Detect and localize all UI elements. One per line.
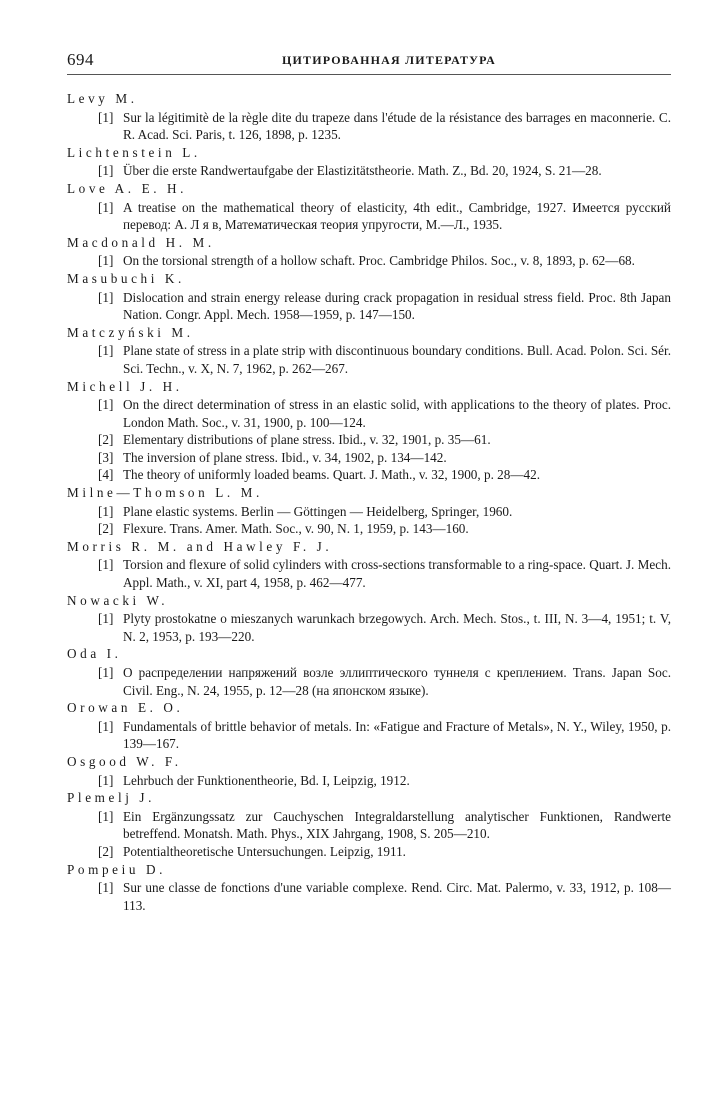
bibliography-entry xyxy=(67,645,671,699)
reference-text: Potentialtheoretische Untersuchungen. Leipzig, 1911. xyxy=(123,843,406,859)
entry-author: Masubuchi K. xyxy=(67,270,185,286)
reference-text: On the direct determination of stress in an elastic solid, with applications to the theory of plates. Proc. London Math. Soc., v. 31, 1900, p. 100—124. xyxy=(123,397,671,430)
reference-text: Sur la légitimitè de la règle dite du trapeze dans l'étude de la résistance des barrages en maconnerie. C. R. Acad. Sci. Paris, t. 126, 1898, p. 1235. xyxy=(123,109,671,143)
reference-number: [1] xyxy=(98,880,114,896)
reference-item xyxy=(67,466,671,484)
bibliography-entry xyxy=(67,324,671,378)
reference-number: [1] xyxy=(98,109,114,125)
reference-number: [1] xyxy=(98,718,114,734)
reference-item xyxy=(67,610,671,645)
reference-item xyxy=(67,879,671,914)
reference-number: [4] xyxy=(98,467,114,483)
reference-text: The theory of uniformly loaded beams. Quart. J. Math., v. 32, 1900, p. 28—42. xyxy=(123,467,541,483)
reference-text: Torsion and flexure of solid cylinders with cross-sections transformable to a ring-space. Quart. J. Mech. Appl. Math., v. XI, part 4, 1958, p. 462—477. xyxy=(123,557,671,591)
reference-number: [1] xyxy=(98,397,114,413)
reference-number: [2] xyxy=(98,843,114,859)
reference-text: О распределении напряжений возле эллиптического туннеля с креплением. Trans. Japan Soc. Civil. Eng., N. 24, 1955, p. 12—28 (на японском языке). xyxy=(123,665,671,698)
reference-item xyxy=(67,109,671,144)
reference-text: On the torsional strength of a hollow schaft. Proc. Cambridge Philos. Soc., v. 8, 1893, p. 62—68. xyxy=(123,253,635,269)
reference-item xyxy=(67,503,671,521)
entry-author: Pompeiu D. xyxy=(67,861,167,877)
entry-author: Nowacki W. xyxy=(67,592,169,608)
reference-text: Sur une classe de fonctions d'une variable complexe. Rend. Circ. Mat. Palermo, v. 33, 1912, p. 108—113. xyxy=(123,880,671,913)
reference-number: [1] xyxy=(98,611,114,627)
bibliography-entry xyxy=(67,753,671,789)
reference-item xyxy=(67,718,671,753)
bibliography-entry xyxy=(67,789,671,860)
reference-text: Plane elastic systems. Berlin — Göttingen — Heidelberg, Springer, 1960. xyxy=(123,503,513,519)
entry-author: Plemelj J. xyxy=(67,790,156,806)
entry-author: Morris R. M. and Hawley F. J. xyxy=(67,538,333,554)
reference-text: Elementary distributions of plane stress. Ibid., v. 32, 1901, p. 35—61. xyxy=(123,432,491,448)
bibliography-entry xyxy=(67,861,671,915)
entry-author: Levy M. xyxy=(67,91,138,106)
reference-item xyxy=(67,342,671,377)
reference-item xyxy=(67,396,671,431)
reference-number: [1] xyxy=(98,557,114,573)
reference-number: [1] xyxy=(98,253,114,269)
bibliography-entry xyxy=(67,484,671,538)
reference-item xyxy=(67,162,671,180)
page-header xyxy=(67,48,671,75)
entry-author: Lichtenstein L. xyxy=(67,144,201,160)
running-title: ЦИТИРОВАННАЯ ЛИТЕРАТУРА xyxy=(281,53,497,67)
reference-number: [1] xyxy=(98,163,114,179)
bibliography-entry xyxy=(67,144,671,180)
reference-item xyxy=(67,556,671,591)
reference-item xyxy=(67,431,671,449)
entry-author: Matczyński M. xyxy=(67,324,194,340)
reference-item xyxy=(67,199,671,234)
reference-text: Dislocation and strain energy release during crack propagation in residual stress field. Proc. 8th Japan Nation. Congr. Appl. Mech. 1958—1959, p. 147—150. xyxy=(123,289,671,323)
entry-author: Milne—Thomson L. M. xyxy=(67,485,263,501)
reference-item xyxy=(67,252,671,270)
reference-number: [1] xyxy=(98,503,114,519)
reference-number: [2] xyxy=(98,432,114,448)
reference-item xyxy=(67,772,671,790)
reference-item xyxy=(67,520,671,538)
page-number: 694 xyxy=(67,50,94,69)
reference-item xyxy=(67,449,671,467)
reference-text: Plane state of stress in a plate strip with discontinuous boundary conditions. Bull. Acad. Polon. Sci. Sér. Sci. Techn., v. X, N. 7, 1962, p. 262—267. xyxy=(123,343,671,376)
bibliography-entry xyxy=(67,378,671,485)
reference-item xyxy=(67,289,671,324)
reference-number: [1] xyxy=(98,808,114,824)
entry-author: Macdonald H. M. xyxy=(67,234,215,250)
bibliography-entry xyxy=(67,699,671,753)
reference-number: [2] xyxy=(98,521,114,537)
reference-text: Lehrbuch der Funktionentheorie, Bd. I, Leipzig, 1912. xyxy=(123,772,410,788)
reference-text: Flexure. Trans. Amer. Math. Soc., v. 90, N. 1, 1959, p. 143—160. xyxy=(123,521,469,537)
bibliography-entry xyxy=(67,592,671,646)
reference-text: The inversion of plane stress. Ibid., v. 34, 1902, p. 134—142. xyxy=(123,449,447,465)
entry-author: Osgood W. F. xyxy=(67,753,182,769)
reference-item xyxy=(67,843,671,861)
reference-text: Fundamentals of brittle behavior of metals. In: «Fatigue and Fracture of Metals», N. Y., Wiley, 1950, p. 139—167. xyxy=(123,718,671,752)
bibliography-entry xyxy=(67,270,671,324)
bibliography-list xyxy=(67,90,671,914)
entry-author: Love A. E. H. xyxy=(67,180,188,196)
bibliography-entry xyxy=(67,90,671,144)
reference-text: Über die erste Randwertaufgabe der Elastizitätstheorie. Math. Z., Bd. 20, 1924, S. 21—28. xyxy=(123,163,602,179)
entry-author: Oda I. xyxy=(67,646,122,662)
reference-number: [1] xyxy=(98,665,114,680)
reference-number: [1] xyxy=(98,772,114,788)
reference-number: [1] xyxy=(98,289,114,305)
reference-item xyxy=(67,808,671,843)
bibliography-entry xyxy=(67,234,671,270)
bibliography-entry xyxy=(67,538,671,592)
reference-number: [3] xyxy=(98,449,114,465)
entry-author: Orowan E. O. xyxy=(67,700,184,716)
reference-text: Plyty prostokatne o mieszanych warunkach brzegowych. Arch. Mech. Stos., t. III, N. 3—4, 1951; t. V, N. 2, 1953, p. 193—220. xyxy=(123,611,671,644)
bibliography-entry xyxy=(67,180,671,234)
reference-number: [1] xyxy=(98,199,114,215)
reference-text: Ein Ergänzungssatz zur Cauchyschen Integraldarstellung analytischer Funktionen, Randwerte betreffend. Monatsh. Math. Phys., XIX Jahrgang, 1908, S. 205—210. xyxy=(123,808,671,842)
reference-text: A treatise on the mathematical theory of elasticity, 4th edit., Cambridge, 1927. Имеется русский перевод: А. Л я в, Математическая теория упругости, М.—Л., 1935. xyxy=(123,199,671,233)
reference-number: [1] xyxy=(98,343,114,359)
reference-item xyxy=(67,664,671,699)
entry-author: Michell J. H. xyxy=(67,378,183,394)
